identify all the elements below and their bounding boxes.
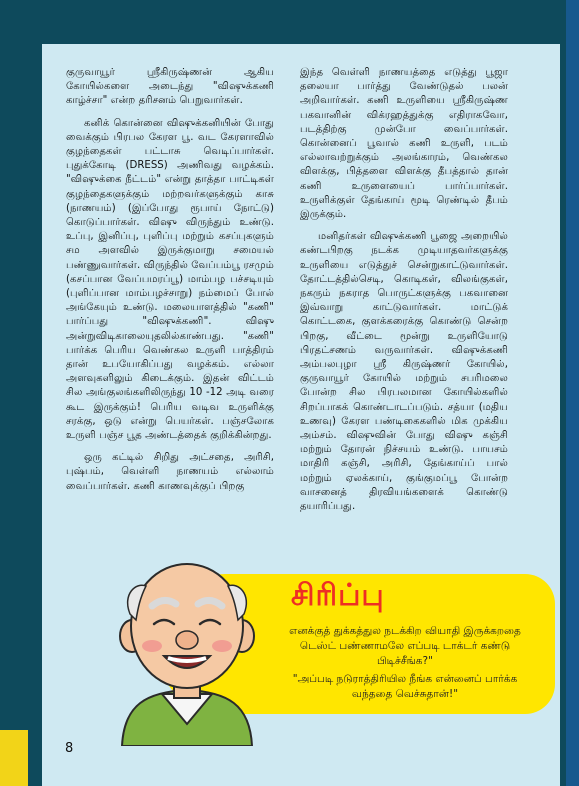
grandpa-illustration bbox=[102, 554, 272, 746]
paragraph: குருவாயூர் ஸ்ரீகிருஷ்ணன் ஆகிய கோயில்களை அடைந்து "விஷுக்கணி காழ்ச்சா" என்ற தரிசனம் பெறுவார்கள். bbox=[66, 67, 274, 107]
left-edge-strip bbox=[0, 730, 28, 786]
left-text-column bbox=[66, 66, 274, 502]
paragraph: இந்த வெள்ளி நாணயத்தை எடுத்து பூஜா தலையா பார்த்து வேண்டுதல் பலன் அறிவார்கள். கணி உருளியை ஸ்ரீகிருஷ்ண பகவானின் விக்ரஹத்துக்கு எதிராகவோ, படத்திற்கு முன்போ வைப்பார்கள். கொன்னைப் பூவால் கணி உருளி, படம் எல்லாவற்றுக்கும் அலங்காரம், வெண்கல விளக்கு, பித்தளை விளக்கு தீபத்தால் தான் கணி உருளையைப் பார்ப்பார்கள். உருளிக்குள் தேங்காய் மூடி ரெண்டில் தீபம் இருக்கும். bbox=[300, 67, 508, 221]
paragraph: கனிக் கொன்னை விஷுக்கனியின் போது வைக்கும் பிரபல கேரள பூ. வட கேரளாவில் குழந்தைகள் பட்டாசு வெடிப்பார்கள். புதுக்கோடி (DRESS) அணிவது வழக்கம். "விஷுக்கை நீட்டம்" என்று தாத்தா பாட்டிகள் குழந்தைகளுக்கும் மற்றவர்களுக்கும் காசு (நாணயம்) (இப்போது ரூபாய் நோட்டு) கொடுப்பார்கள். விஷு விருந்தும் உண்டு. உப்பு, இனிப்பு, புளிப்பு மற்றும் கசப்புகளும் சம அளவில் இருக்குமாறு சமையல் பண்ணுவார்கள். விருந்தில் வேப்பம்பூ ரசமும் (கசப்பான வேப்பமரப்பூ) மாம்பழ பச்சடியும் (புளிப்பான மாம்பழச்சாறு) நம்மைப் போல் அங்கேயும் உண்டு. மலையாளத்தில் "கணி" பார்ப்பது "விஷுக்கணி". விஷு அன்றுவிடிகாலையுதலில்காண்பது. "கணி" பார்க்க பெரிய வெண்கல உருளி பாத்திரம் தான் உபயோகிப்பது வழக்கம். எல்லா அளவுகளிலும் கிடைக்கும். இதன் விட்டம் சில அங்குலங்களிலிருந்து 10 -12 அடி வரை கூட இருக்கும்! பெரிய வடிவ உருளிக்கு சரக்கு, ஒடு என்று பெயர்கள். பஞ்சலோக உருளி பஞ்ச பூத அண்டத்தைக் குறிக்கின்றது. bbox=[66, 117, 274, 442]
paragraph: மனிதர்கள் விஷுக்கணி பூஜை அறையில் கண்டபிறகு நடக்க முடியாதவர்களுக்கு உருளியை எடுத்துச் சென்றுகாட்டுவார்கள். தோட்டத்தில்செடி, கொடிகள், விலங்குகள், நகரும் நகராத பொருட்களுக்கு பகவானை இவ்வாறு காட்டுவார்கள். மாட்டுக் கொட்டகை, குளக்கரைக்கு கொண்டு சென்ற பிறகு, வீட்டை மூன்று உருளியோடு பிரதட்சணம் வருவார்கள். விஷுக்கணி அம்பலபுழா ஸ்ரீ கிருஷ்ணர் கோயில், குருவாயூர் கோயில் மற்றும் சபரிமலை போன்ற சில பிரபலமான கோயில்களில் சிறப்பாகக் கொண்டாடப்படும். சத்யா (மதிய உணவு) கேரள பண்டிகைகளில் மிக முக்கிய அம்சம். விஷுவின் போது விஷு கஞ்சி மற்றும் தோரன் நிச்சயம் உண்டு. பாயசம் மாதிரி கஞ்சி, அரிசி, தேங்காய்ப் பால் மற்றும் ஏலக்காய், குங்குமப்பூ போன்ற வாசனைத் திரவியங்களைக் கொண்டு தயாரிப்பது. bbox=[300, 231, 508, 513]
joke-answer: "அப்படி நடுராத்திரியில நீங்க என்னைப் பார்க்க வந்ததை வெச்சுதான்!" bbox=[292, 673, 518, 700]
right-edge-strip bbox=[566, 0, 579, 786]
right-text-column bbox=[300, 66, 508, 522]
joke-title: சிரிப்பு bbox=[291, 578, 385, 613]
page-number: 8 bbox=[65, 741, 74, 756]
paragraph: ஒரு கட்டில் சிறிது அட்சதை, அரிசி, புஷ்பம், வெள்ளி நாணயம் எல்லாம் வைப்பார்கள். கணி காணவுக்குப் பிறகு bbox=[66, 452, 274, 492]
magazine-page bbox=[42, 44, 560, 786]
joke-question: எனக்குத் துக்கத்துல நடக்கிற வியாதி இருக்கறதை டெஸ்ட் பண்ணாமலே எப்படி டாக்டர் கண்டு பிடிச்சீங்க?" bbox=[289, 625, 521, 667]
